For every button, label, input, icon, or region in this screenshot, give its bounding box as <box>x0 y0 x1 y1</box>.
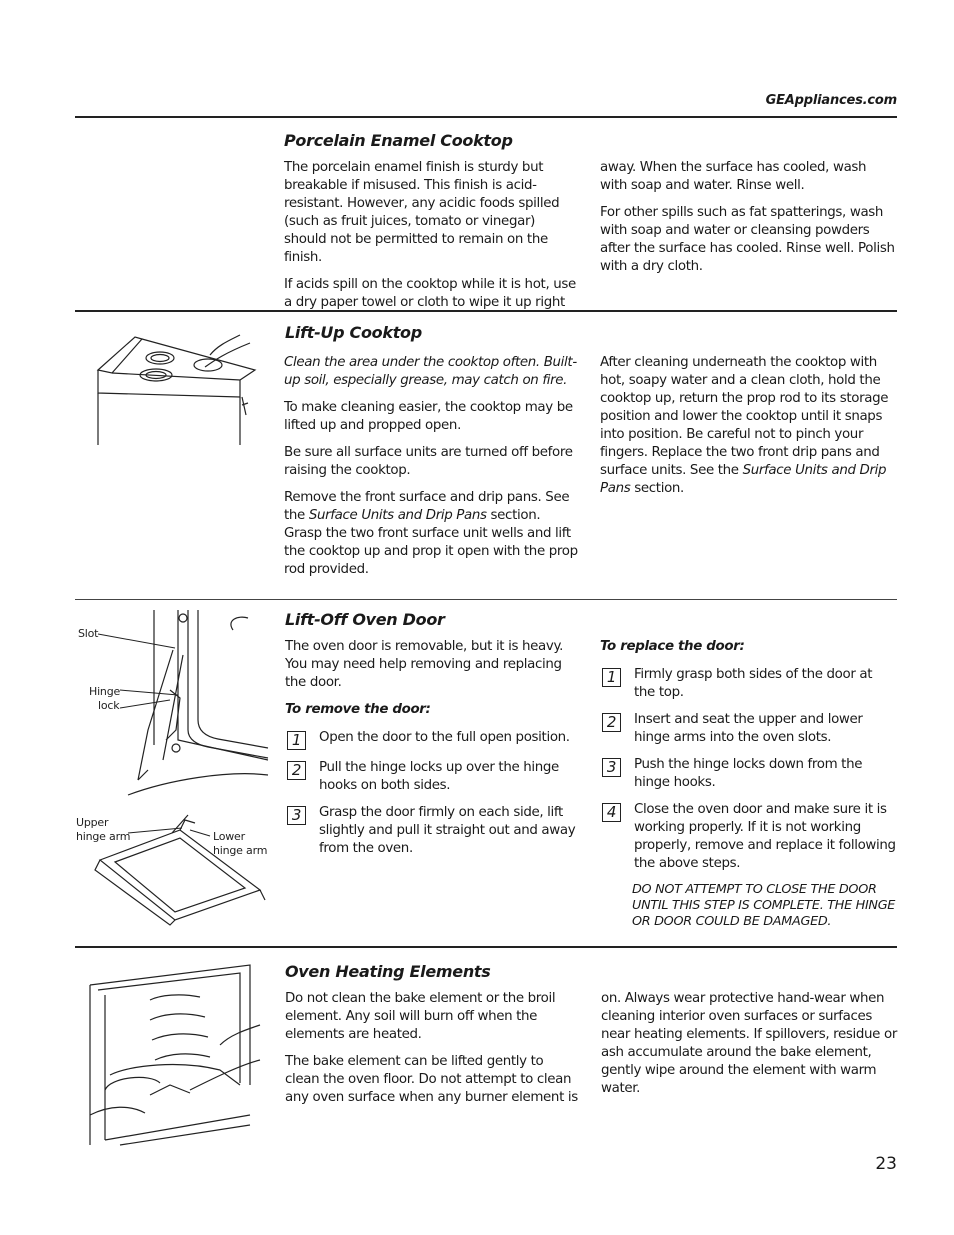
oven-element-illustration <box>90 965 260 1150</box>
label-lower-hinge-arm: Lower hinge arm <box>213 830 268 857</box>
label-upper-hinge-arm: Upper hinge arm <box>76 816 131 843</box>
elements-left-column <box>285 990 581 1116</box>
replace-step: 3 Push the hinge locks down from the hinge hooks. <box>600 756 896 792</box>
paragraph: For other spills such as fat spatterings, wash with soap and water or cleansing powders after the surface has cooled. Rinse well. Polish with a dry cloth. <box>600 205 895 274</box>
paragraph: If acids spill on the cooktop while it is hot, use a dry paper towel or cloth to wipe it up right <box>284 277 576 310</box>
remove-step: 2 Pull the hinge locks up over the hinge hooks on both sides. <box>285 759 581 795</box>
site-url: GEAppliances.com <box>765 93 897 108</box>
page-number: 23 <box>875 1154 897 1174</box>
door-right-column <box>600 638 896 930</box>
paragraph: away. When the surface has cooled, wash with soap and water. Rinse well. <box>600 160 867 193</box>
label-hinge-lock: Hinge lock <box>89 685 121 712</box>
replace-step: 4 Close the oven door and make sure it is working properly. If it is not working properly, remove and replace it following the above steps. <box>600 801 896 873</box>
paragraph: After cleaning underneath the cooktop with hot, soapy water and a clean cloth, hold the cooktop up, return the prop rod to its storage position and lower the cooktop until it snaps into position. Be careful not to pinch your fingers. Replace the two front drip pans and surface units. See the Surface Units and Drip Pans section. <box>600 355 889 496</box>
paragraph: To make cleaning easier, the cooktop may be lifted up and propped open. <box>284 400 573 433</box>
section-rule <box>75 946 897 948</box>
paragraph: Do not clean the bake element or the broil element. Any soil will burn off when the elements are heated. <box>285 991 556 1042</box>
step-number: 4 <box>602 803 621 822</box>
remove-heading: To remove the door: <box>285 702 431 717</box>
paragraph: on. Always wear protective hand-wear when cleaning interior oven surfaces or surfaces near heating elements. If spillovers, residue or ash accumulate around the bake element, gently wipe around the element with warm water. <box>601 991 897 1096</box>
paragraph: The porcelain enamel finish is sturdy but breakable if misused. This finish is acid-resistant. However, any acidic foods spilled (such as fruit juices, tomato or vinegar) should not be permitted to remain on the finish. <box>284 160 560 265</box>
fire-warning: Clean the area under the cooktop often. Built-up soil, especially grease, may catch on fire. <box>284 355 577 388</box>
door-caution: DO NOT ATTEMPT TO CLOSE THE DOOR UNTIL THIS STEP IS COMPLETE. THE HINGE OR DOOR COULD BE DAMAGED. <box>632 882 896 929</box>
door-left-column <box>285 638 581 867</box>
step-number: 3 <box>602 758 621 777</box>
paragraph: The oven door is removable, but it is heavy. You may need help removing and replacing the door. <box>285 639 564 690</box>
label-slot: Slot <box>78 627 99 640</box>
paragraph: The bake element can be lifted gently to clean the oven floor. Do not attempt to clean any oven surface when any burner element is <box>285 1054 578 1105</box>
section-title-porcelain: Porcelain Enamel Cooktop <box>284 131 513 150</box>
paragraph: Be sure all surface units are turned off before raising the cooktop. <box>284 445 573 478</box>
elements-right-column <box>601 990 897 1107</box>
remove-step: 3 Grasp the door firmly on each side, lift slightly and pull it straight out and away from the oven. <box>285 804 581 858</box>
section-title-liftup: Lift-Up Cooktop <box>285 323 422 342</box>
section-title-elements: Oven Heating Elements <box>285 962 491 981</box>
step-number: 2 <box>287 761 306 780</box>
step-number: 1 <box>287 731 306 750</box>
replace-step: 2 Insert and seat the upper and lower hinge arms into the oven slots. <box>600 711 896 747</box>
replace-heading: To replace the door: <box>600 639 745 654</box>
step-number: 1 <box>602 668 621 687</box>
step-number: 2 <box>602 713 621 732</box>
remove-step: 1 Open the door to the full open position. <box>285 729 581 750</box>
replace-step: 1 Firmly grasp both sides of the door at the top. <box>600 666 896 702</box>
paragraph: Remove the front surface and drip pans. See the Surface Units and Drip Pans section. Grasp the two front surface unit wells and lift the cooktop up and prop it open with the prop rod provided. <box>284 490 578 577</box>
step-number: 3 <box>287 806 306 825</box>
section-title-door: Lift-Off Oven Door <box>285 610 445 629</box>
